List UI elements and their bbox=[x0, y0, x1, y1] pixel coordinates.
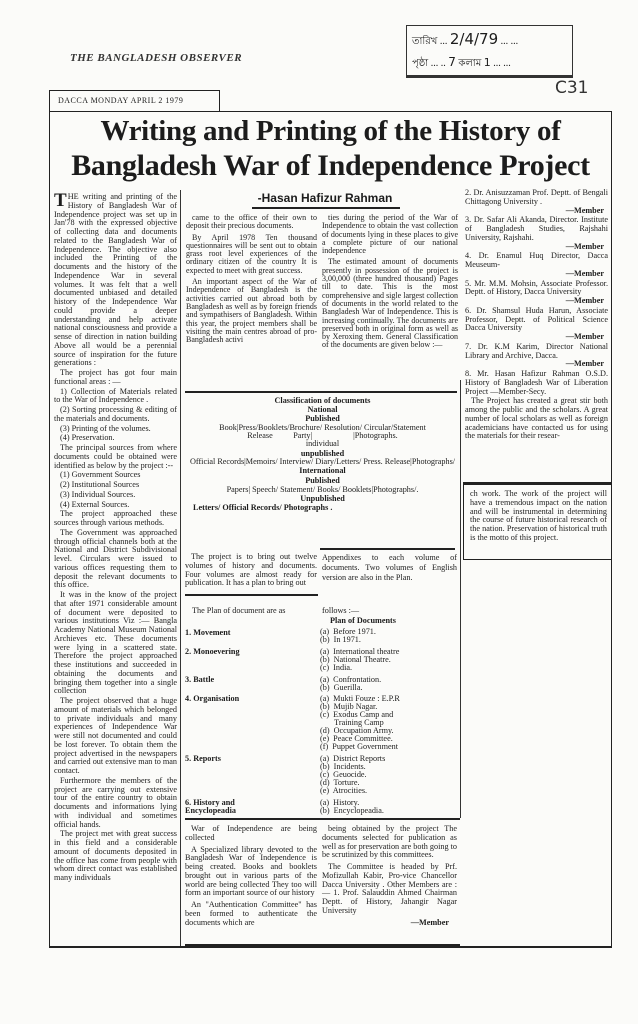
file-mark: C31 bbox=[555, 78, 589, 98]
classification-international-unpublished: Unpublished bbox=[300, 494, 345, 504]
committee-member bbox=[465, 189, 608, 215]
continuation-box bbox=[463, 482, 612, 560]
plan-sub-item: (f) Puppet Government bbox=[320, 742, 398, 751]
member-name: 8. Mr. Hasan Hafizur Rahman O.S.D. History of Bangladesh War of Liberation Project —Member-Secy. bbox=[465, 369, 608, 396]
plan-item-subs bbox=[320, 695, 460, 751]
plan-sub-item: (a) Before 1971. bbox=[320, 627, 376, 636]
plan-item-subs bbox=[320, 676, 460, 692]
volumes-text-a bbox=[185, 553, 317, 588]
paragraph: being obtained by the project The documents selected for publication as well as for preservation are both going to be scrutinized by this committees. bbox=[322, 824, 457, 860]
classification-title: Classification of documents bbox=[274, 396, 371, 405]
column-rule-left bbox=[180, 190, 181, 946]
section-rule-volumes-left bbox=[185, 594, 318, 596]
section-rule-plan bbox=[185, 818, 460, 820]
paragraph: ties during the period of the War of Independence to obtain the vast collection of documents lying in these places to give a complete picture of our national independence bbox=[322, 213, 458, 256]
middle-bottom-column-a bbox=[185, 825, 317, 930]
plan-item-label: 2. Monoevering bbox=[185, 647, 240, 656]
plan-sub-item: (a) Confrontation. bbox=[320, 675, 382, 684]
plan-sub-item: (b) Encyclopeadia. bbox=[320, 806, 384, 815]
member-role: —Member bbox=[565, 296, 604, 305]
paragraph: (3) Individual Sources. bbox=[60, 489, 136, 499]
paragraph: An important aspect of the War of Independence of Bangladesh is the activities carried out abroad both by Bangladesh as well as by foreign friends and sympathisers of Bangladesh. Within this year, the project members shall be visiting the main centres abroad of pro-Bangladesh activi bbox=[186, 277, 317, 345]
paragraph: (2) Institutional Sources bbox=[60, 480, 140, 489]
paragraph: A Specialized library devoted to the Bangladesh War of Independence is being created. Books and booklets brought out in various parts of the world are being collected They too will form an important source of our history bbox=[185, 844, 317, 898]
paragraph: War of Independence are being collected bbox=[185, 824, 317, 842]
plan-sub-item: Training Camp bbox=[320, 718, 384, 727]
middle-bottom-column-b-text bbox=[322, 825, 457, 916]
classification-international-published: Published bbox=[305, 475, 340, 485]
plan-sub-item: (b) Incidents. bbox=[320, 762, 366, 771]
classification-international-unpublished-items: Letters/ Official Records/ Photographs . bbox=[193, 503, 333, 513]
newspaper-name: THE BANGLADESH OBSERVER bbox=[70, 52, 243, 64]
volumes-paragraph-a: The project is to bring out twelve volumes of history and documents. Four volumes are almost ready for publication. It has a plan to bring out bbox=[185, 552, 317, 588]
plan-item-label: 1. Movement bbox=[185, 628, 231, 637]
section-rule-volumes bbox=[320, 548, 455, 550]
member-name: 2. Dr. Anisuzzaman Prof. Deptt. of Bengali Chittagong University . bbox=[465, 188, 608, 206]
stamp-date-value: 2/4/79 bbox=[449, 30, 499, 48]
classification-international: International bbox=[299, 466, 346, 476]
paragraph: (4) External Sources. bbox=[60, 499, 130, 509]
plan-sub-item: (a) Mukti Fouze : E.P.R bbox=[320, 694, 400, 703]
member-role: —Member bbox=[565, 332, 604, 341]
classification-section bbox=[185, 396, 460, 512]
middle-bottom-column-b bbox=[322, 825, 457, 927]
classification-national-published: Published bbox=[305, 414, 340, 424]
right-column bbox=[465, 189, 608, 444]
stamp-page-row bbox=[412, 55, 511, 73]
stamp-date-trail: ... ... bbox=[500, 36, 519, 47]
section-rule-top bbox=[185, 391, 457, 393]
plan-item-label: 5. Reports bbox=[185, 754, 221, 763]
member-role: —Member bbox=[565, 268, 604, 278]
paragraph: (4) Preservation. bbox=[60, 433, 115, 443]
right-closing-paragraph: The Project has created a great stir both among the public and the scholars. A great number of local scholars as well as foreign academicians have contacted us for using the materials for their resear- bbox=[465, 396, 608, 441]
plan-sub-item: (e) Peace Committee. bbox=[320, 734, 393, 743]
member-role: —Member bbox=[565, 241, 604, 251]
committee-member bbox=[465, 343, 608, 369]
classification-national-published-items: Book|Press/Booklets/Brochure/ Resolution/ Circular/Statement bbox=[219, 422, 426, 432]
paragraph: An "Authentication Committee" has been formed to authenticate the documents which are bbox=[185, 900, 317, 927]
column-rule-right bbox=[460, 380, 461, 818]
plan-sub-item: (a) International theatre bbox=[320, 647, 400, 656]
member-name: 5. Mr. M.M. Mohsin, Associate Professor. Deptt. of History, Dacca University bbox=[465, 278, 608, 297]
left-column bbox=[54, 190, 177, 884]
byline-rule bbox=[252, 207, 400, 209]
paragraph: The project observed that a huge amount of materials which belonged to private individuals and many experiences of Independence War were still not documented and could be lost forever. To obtain them the project advertised in the newspapers and carried out extensive man to man contact. bbox=[54, 696, 177, 775]
plan-sub-item: (c) Exodus Camp and bbox=[320, 710, 394, 719]
plan-item-subs bbox=[320, 628, 460, 644]
dateline: DACCA MONDAY APRIL 2 1979 bbox=[49, 90, 220, 111]
volumes-paragraph-b: Appendixes to each volume of documents. Two volumes of English version are also in the Plan. bbox=[322, 553, 457, 582]
member-name: 4. Dr. Enamul Huq Director, Dacca Meuseum- bbox=[465, 251, 608, 269]
paragraph: By April 1978 Ten thousand questionnaires will be sent out to obtain grass root level experiences of the ordinary citizen of the country It is expected to meet with great success. bbox=[186, 232, 317, 275]
committee-members-list bbox=[465, 189, 608, 396]
plan-item-subs bbox=[320, 648, 460, 672]
paragraph: (3) Printing of the volumes. bbox=[60, 423, 151, 433]
paragraph: The principal sources from where documents could be obtained were identified as below by the project :-- bbox=[54, 443, 177, 470]
plan-sub-item: (c) Geuocide. bbox=[320, 770, 367, 779]
classification-national-published-items-3: individual bbox=[305, 439, 340, 449]
plan-sub-item: (e) Atrocities. bbox=[320, 786, 368, 795]
plan-item-subs bbox=[320, 755, 460, 795]
stamp-column-label: কলাম bbox=[458, 58, 482, 69]
paragraph: The estimated amount of documents presently in possession of the project is 3,00,000 (three hundred thousand) Pages till to date. This is the most comprehensive and sigle largest collection of documents in the world related to the Bangladesh War of Independence. This is increasing continually. The documents are preserved both in original form as well as by Xeroxing them. General Classification of the documents are given below :— bbox=[322, 257, 458, 350]
paragraph: (1) Government Sources bbox=[60, 470, 141, 480]
continuation-text: ch work. The work of the project will have a tremendous impact on the nation and will be instrumental in determining the course of future historical research of the nation. Preservation of historical truth is the motto of this project. bbox=[470, 489, 607, 542]
plan-sub-item: (d) Occupation Army. bbox=[320, 726, 394, 735]
committee-member bbox=[465, 216, 608, 251]
plan-heading: Plan of Documents bbox=[330, 616, 396, 625]
plan-sub-item: (a) History. bbox=[320, 798, 360, 807]
volumes-text-b bbox=[322, 553, 457, 583]
plan-sub-item: (b) Mujib Nagar. bbox=[320, 702, 378, 711]
member-name: 3. Dr. Safar Ali Akanda, Director. Institute of Bangladesh Studies, Rajshahi University, Rajshahi. bbox=[465, 215, 608, 242]
middle-top-column-a bbox=[186, 214, 317, 347]
paragraph: The Government was approached through official channels both at the National and District Subdivisional level. Circulars were issued to various offices requesting them to deposit the relevant documents to this office. bbox=[54, 527, 177, 590]
member-name: 6. Dr. Shamsul Huda Harun, Associate Professor, Deptt. of Political Science Dacca University bbox=[465, 305, 608, 333]
stamp-date-row bbox=[412, 30, 518, 51]
plan-item-subs bbox=[320, 799, 460, 815]
paragraph: (2) Sorting processing & editing of the materials and documents. bbox=[54, 405, 177, 423]
paragraph: Furthermore the members of the project are carrying out extensive tour of the entire country to obtain documents and informations lying with individual and sometimes official hands. bbox=[54, 775, 177, 829]
plan-item-label: 6. History and Encyclopeadia bbox=[185, 798, 236, 815]
plan-item-label: 3. Battle bbox=[185, 675, 215, 684]
classification-national: National bbox=[307, 405, 338, 415]
member-role: —Member bbox=[565, 359, 604, 369]
paragraph: The Committee is headed by Prf. Mofizullah Kabir, Pro-vice Chancellor Dacca University . Other Members are :— 1. Prof. Salauddin Ahmed Chairman Deptt. of History, Jahangir Nagar University bbox=[322, 862, 457, 915]
classification-international-published-items: Papers| Speech/ Statement/ Books/ Booklets|Photographs/. bbox=[226, 484, 419, 494]
plan-sub-item: (d) Torture. bbox=[320, 778, 360, 787]
plan-sub-item: (a) District Reports bbox=[320, 754, 386, 763]
committee-member bbox=[465, 307, 608, 342]
stamp-page-label: পৃষ্ঠা ... .. bbox=[412, 58, 446, 69]
plan-item-label: 4. Organisation bbox=[185, 694, 240, 703]
classification-national-published-items-2: Release Party| |Photographs. bbox=[247, 431, 398, 441]
plan-sub-item: (c) India. bbox=[320, 663, 353, 672]
byline: -Hasan Hafizur Rahman bbox=[257, 191, 393, 205]
committee-member bbox=[465, 252, 608, 278]
classification-national-unpublished: unpublished bbox=[300, 448, 345, 458]
plan-intro-a: The Plan of document are as bbox=[192, 606, 286, 615]
paragraph: 1) Collection of Materials related to the War of Independence . bbox=[54, 386, 177, 405]
headline-line-1: Writing and Printing of the History of bbox=[100, 115, 561, 147]
plan-sub-item: (b) National Theatre. bbox=[320, 655, 391, 664]
member-role: —Member bbox=[565, 205, 604, 215]
stamp-column-value: 1 bbox=[483, 56, 491, 69]
member-name: 7. Dr. K.M Karim, Director National Library and Archive, Dacca. bbox=[465, 341, 608, 360]
paragraph: It was in the know of the project that after 1971 considerable amount of document were deposited to various institutions Viz :— Bangla Academy National Museum National Archieves etc. These documents were lying in a scattered state. Therefore the project approached these institutions and succeeded in obtaining the documents and bringing them together into a single collection bbox=[54, 590, 177, 696]
paragraph: HE writing and printing of the History of Bangladesh War of Independence project was set up in Jan'78 with the expressed objective of collecting data and documents related to the Bangladesh War of Independence. The objective also included the Printing of the documents and the history of the Independence War in several volumes. It was felt that a well documented unbiased and detailed history of the Independence War could provide a deeper understanding and help activate national consciousness and provide a sense of direction in nation building Above all would be a perennial source of inspiration for the future generations : bbox=[54, 192, 177, 368]
committee-member bbox=[465, 280, 608, 306]
stamp-page-trail: ... ... bbox=[493, 58, 511, 69]
stamp-date-label: তারিখ ... bbox=[412, 36, 448, 47]
section-rule-bottom bbox=[185, 944, 460, 946]
left-column-text bbox=[54, 190, 177, 883]
classification-national-unpublished-items: Official Records|Memoirs/ Interview/ Diary/Letters/ Press. Release|Photographs/ bbox=[189, 457, 456, 467]
plan-intro-b: follows :— bbox=[322, 606, 360, 615]
paragraph: The project has got four main functional areas : — bbox=[54, 368, 177, 386]
stamp-page-value: 7 bbox=[448, 55, 456, 69]
plan-sub-item: (b) Guerilla. bbox=[320, 683, 363, 692]
plan-sub-item: (b) In 1971. bbox=[320, 635, 361, 644]
committee-member bbox=[465, 370, 608, 396]
drop-cap: T bbox=[54, 190, 67, 211]
archive-stamp bbox=[406, 25, 573, 78]
paragraph: The project approached these sources through various methods. bbox=[54, 509, 177, 527]
middle-top-column-b bbox=[322, 214, 458, 353]
paragraph: came to the office of their own to deposit their precious documents. bbox=[186, 213, 317, 231]
headline-line-2: Bangladesh War of Independence Project bbox=[71, 149, 590, 182]
member-role: —Member bbox=[410, 917, 449, 927]
paragraph: The project met with great success in this field and a considerable amount of documents deposited in the office has come from people with whom direct contact was established many individuals bbox=[54, 829, 177, 882]
